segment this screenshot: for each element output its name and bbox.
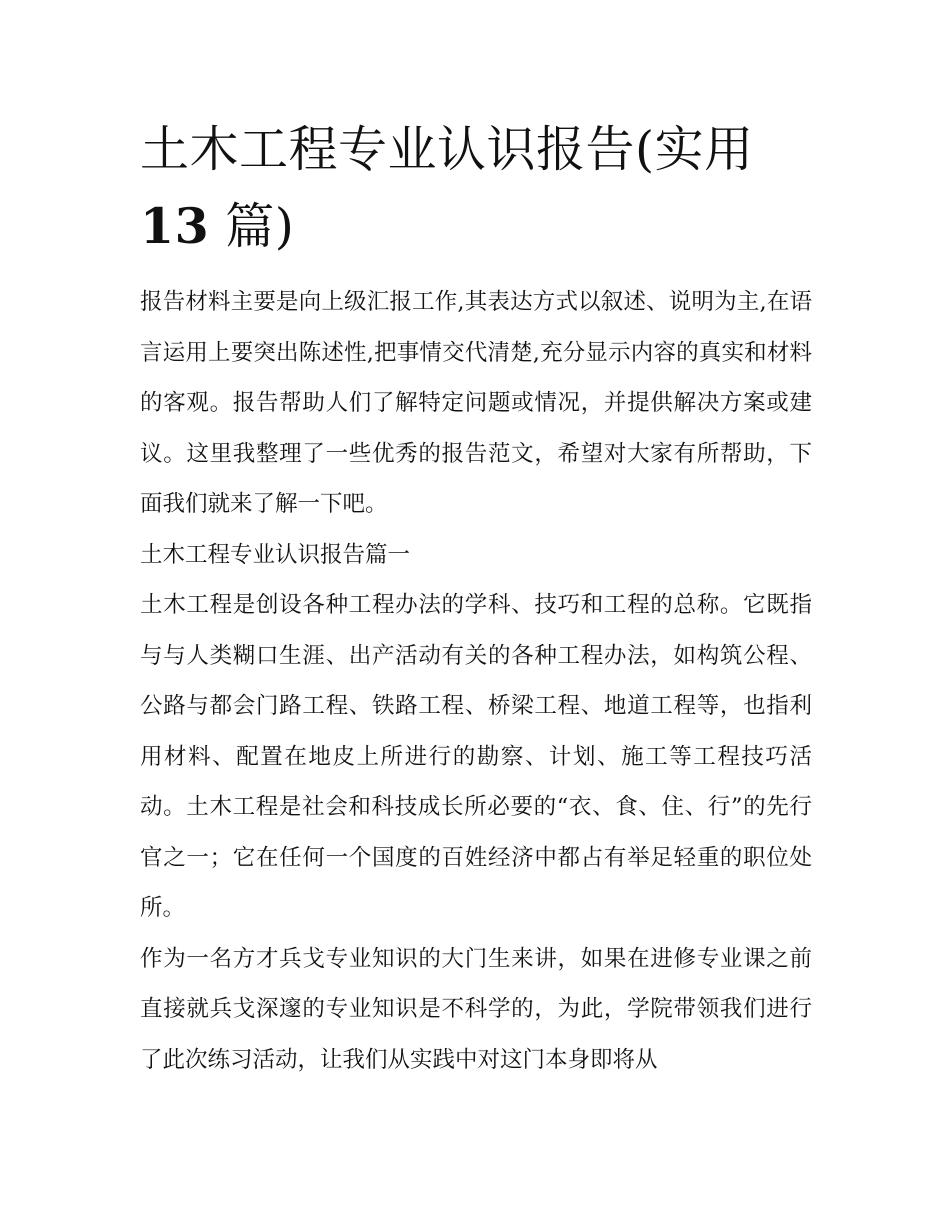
title-number: 13 [140, 197, 210, 255]
document-body [140, 112, 812, 1085]
title-text: 土木工程专业认识报告(实用 [140, 121, 754, 178]
section-heading: 土木工程专业认识报告篇一 [140, 541, 411, 568]
document-title [140, 112, 812, 265]
intro-paragraph: 报告材料主要是向上级汇报工作,其表达方式以叙述、说明为主,在语言运用上要突出陈述性,把事情交代清楚,充分显示内容的真实和材料的客观。报告帮助人们了解特定问题或情况，并提供解决方案或建议。这里我整理了一些优秀的报告范文，希望对大家有所帮助，下面我们就来了解一下吧。 [140, 289, 812, 517]
body-paragraph-1: 土木工程是创设各种工程办法的学科、技巧和工程的总称。它既指与与人类糊口生涯、出产活动有关的各种工程办法，如构筑公程、公路与都会门路工程、铁路工程、桥梁工程、地道工程等，也指利用材料、配置在地皮上所进行的勘察、计划、施工等工程技巧活动。土木工程是社会和科技成长所必要的“衣、食、住、行”的先行官之一；它在任何一个国度的百姓经济中都占有举足轻重的职位处所。 [140, 592, 812, 921]
title-suffix: 篇) [209, 198, 295, 255]
body-paragraph-2: 作为一名方才兵戈专业知识的大门生来讲，如果在进修专业课之前直接就兵戈深邃的专业知识是不科学的，为此，学院带领我们进行了此次练习活动，让我们从实践中对这门本身即将从 [140, 945, 812, 1073]
